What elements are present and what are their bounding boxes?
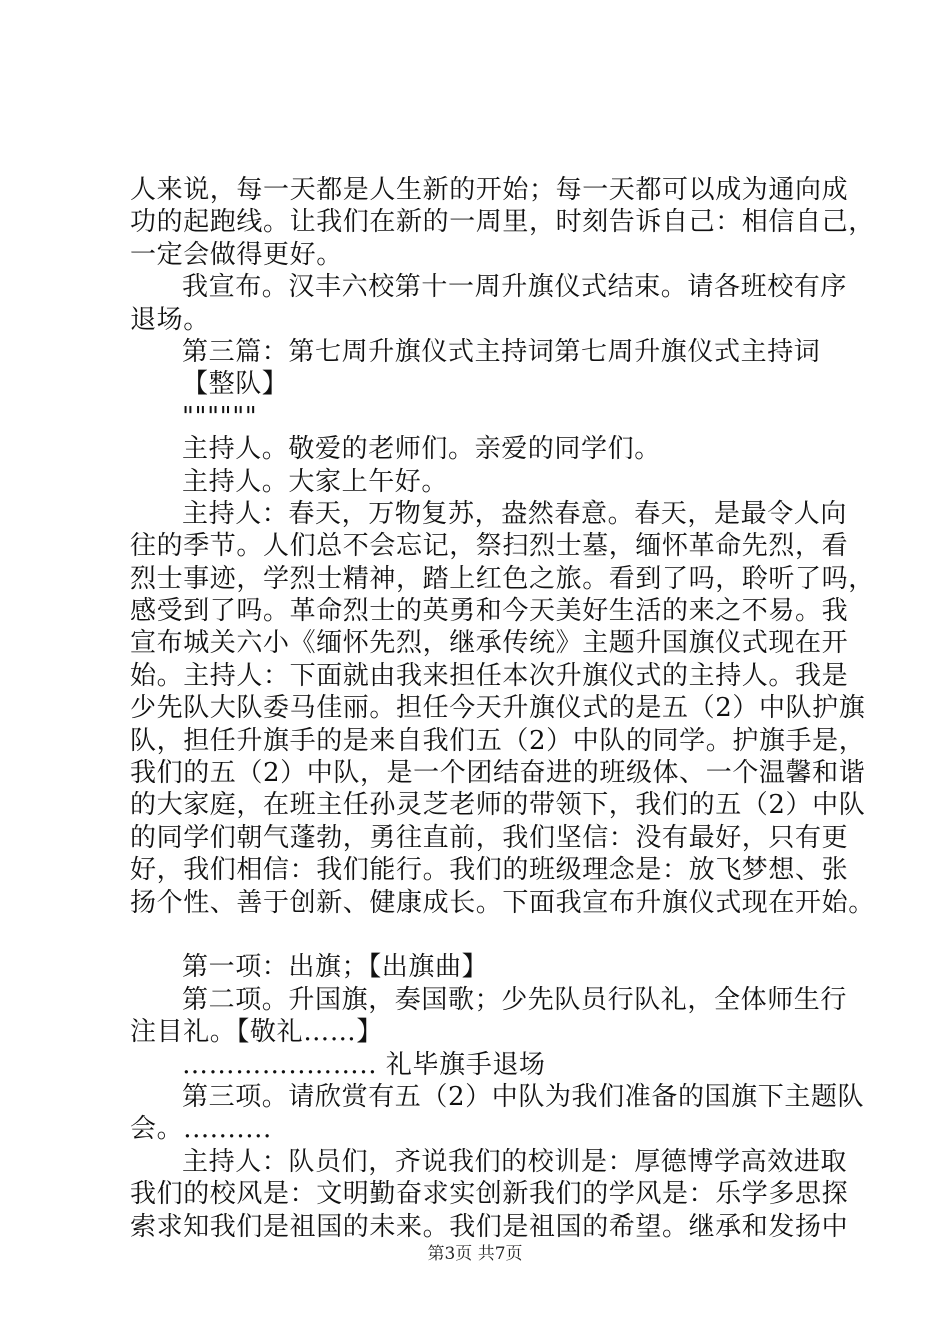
text-line: 的大家庭，在班主任孙灵芝老师的带领下，我们的五（2）中队 <box>130 790 866 821</box>
blank-line <box>130 919 850 951</box>
text-line: 第二项。升国旗，奏国歌；少先队员行队礼，全体师生行 <box>182 984 848 1015</box>
text-line: 我们的五（2）中队，是一个团结奋进的班级体、一个温馨和谐 <box>130 758 866 789</box>
text-line: …………..…….. 礼毕旗手退场 <box>182 1049 546 1080</box>
text-line: 的同学们朝气蓬勃，勇往直前，我们坚信：没有最好，只有更 <box>130 822 849 853</box>
text-line: 好，我们相信：我们能行。我们的班级理念是：放飞梦想、张 <box>130 855 849 886</box>
text-line: 我宣布。汉丰六校第十一周升旗仪式结束。请各班校有序 <box>182 272 848 303</box>
page-number: 第3页 共7页 <box>427 1244 523 1264</box>
text-line: """""" <box>182 401 258 432</box>
text-line: 宣布城关六小《缅怀先烈，继承传统》主题升国旗仪式现在开 <box>130 628 849 659</box>
text-line: 扬个性、善于创新、健康成长。下面我宣布升旗仪式现在开始。 <box>130 887 875 918</box>
text-line: 我们的校风是：文明勤奋求实创新我们的学风是：乐学多思探 <box>130 1179 849 1210</box>
text-line: 注目礼。【敬礼……】 <box>130 1017 384 1048</box>
document-body <box>130 174 875 1243</box>
text-line: 始。主持人：下面就由我来担任本次升旗仪式的主持人。我是 <box>130 660 849 691</box>
text-line: 人来说，每一天都是人生新的开始；每一天都可以成为通向成 <box>130 175 849 205</box>
text-line: 【整队】 <box>182 369 289 400</box>
text-line: 少先队大队委马佳丽。担任今天升旗仪式的是五（2）中队护旗 <box>130 693 866 724</box>
text-line: 队，担任升旗手的是来自我们五（2）中队的同学。护旗手是， <box>130 725 866 756</box>
section-heading: 第三篇：第七周升旗仪式主持词第七周升旗仪式主持词 <box>182 336 821 367</box>
text-line: 感受到了吗。革命烈士的英勇和今天美好生活的来之不易。我 <box>130 596 849 627</box>
text-line: 第一项：出旗；【出旗曲】 <box>182 952 489 983</box>
text-line: 主持人：春天，万物复苏，盎然春意。春天，是最令人向 <box>182 498 848 529</box>
text-line: 会。.......... <box>130 1114 272 1145</box>
text-line: 索求知我们是祖国的未来。我们是祖国的希望。继承和发扬中 <box>130 1211 849 1242</box>
text-line: 往的季节。人们总不会忘记，祭扫烈士墓，缅怀革命先烈，看 <box>130 531 849 562</box>
text-line: 退场。 <box>130 304 210 335</box>
text-line: 主持人：队员们，齐说我们的校训是：厚德博学高效进取 <box>182 1146 848 1177</box>
text-line: 主持人。敬爱的老师们。亲爱的同学们。 <box>182 434 661 465</box>
text-line: 第三项。请欣赏有五（2）中队为我们准备的国旗下主题队 <box>182 1081 865 1112</box>
text-line: 一定会做得更好。 <box>130 239 343 270</box>
text-line: 烈士事迹，学烈士精神，踏上红色之旅。看到了吗，聆听了吗， <box>130 563 875 594</box>
text-line: 主持人。大家上午好。 <box>182 466 449 497</box>
text-line: 功的起跑线。让我们在新的一周里，时刻告诉自己：相信自己， <box>130 207 875 238</box>
